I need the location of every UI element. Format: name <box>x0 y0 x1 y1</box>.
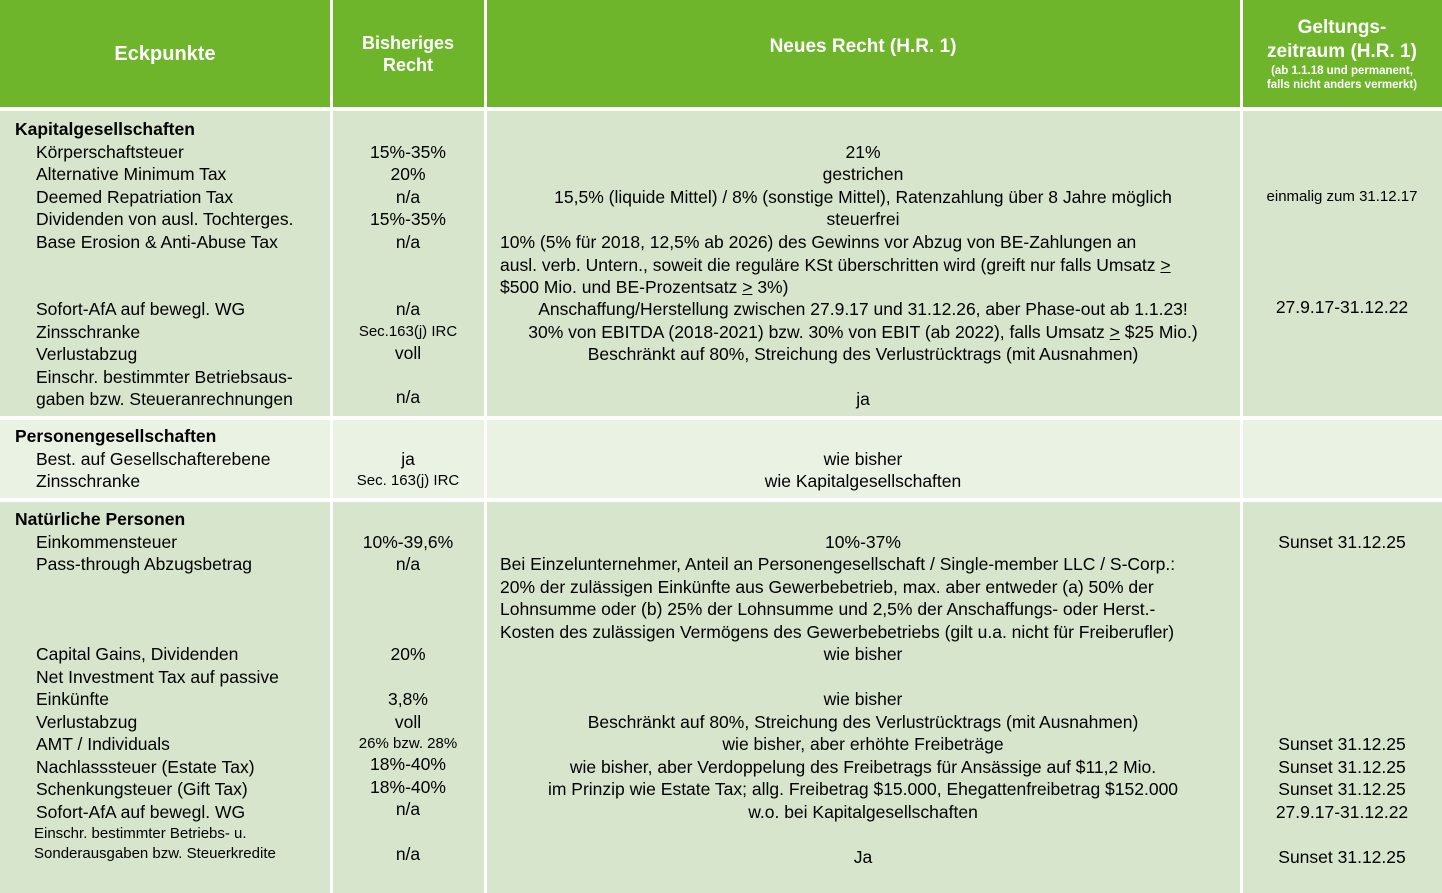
row-label: Einschr. bestimmter Betriebsaus- <box>36 367 293 387</box>
old-law-value: Sec.163(j) IRC <box>358 323 458 340</box>
row-label: Best. auf Gesellschafterebene <box>36 449 271 469</box>
old-law-value: n/a <box>395 299 421 319</box>
row-divider <box>0 107 1442 111</box>
old-law-value: ja <box>401 449 415 469</box>
row-label: Base Erosion & Anti-Abuse Tax <box>36 232 278 252</box>
new-law-value: 10% (5% für 2018, 12,5% ab 2026) des Gewinns vor Abzug von BE-Zahlungen an <box>500 232 1137 252</box>
new-law-value: wie bisher, aber erhöhte Freibeträge <box>722 734 1004 754</box>
old-law-value: 18%-40% <box>370 777 446 797</box>
text-fragment: $500 Mio. und BE-Prozentsatz <box>500 277 743 297</box>
old-law-value: n/a <box>395 844 421 864</box>
new-law-value: 21% <box>845 142 881 162</box>
period-value: Sunset 31.12.25 <box>1278 532 1406 552</box>
row-label: Capital Gains, Dividenden <box>36 644 239 664</box>
row-label: Zinsschranke <box>36 471 141 491</box>
text-fragment: 30% von EBITDA (2018-2021) bzw. 30% von EBIT (ab 2022), falls Umsatz <box>528 322 1110 342</box>
old-law-value: voll <box>394 343 422 363</box>
new-law-value: wie bisher <box>823 689 903 709</box>
period-value: Sunset 31.12.25 <box>1278 734 1406 754</box>
new-law-value: Beschränkt auf 80%, Streichung des Verlustrücktrags (mit Ausnahmen) <box>587 344 1139 364</box>
period-value: Sunset 31.12.25 <box>1278 757 1406 777</box>
header-bisheriges-line1: Bisheriges <box>361 33 455 53</box>
period-value: 27.9.17-31.12.22 <box>1275 297 1409 317</box>
header-eckpunkte-label: Eckpunkte <box>114 42 216 65</box>
row-label: Nachlasssteuer (Estate Tax) <box>36 757 255 777</box>
row-label: gaben bzw. Steueranrechnungen <box>36 389 293 409</box>
new-law-value: wie bisher <box>823 644 903 664</box>
old-law-value: n/a <box>395 554 421 574</box>
old-law-value: 3,8% <box>388 689 428 709</box>
row-label: Einkommensteuer <box>36 532 178 552</box>
old-law-value: n/a <box>395 387 421 407</box>
old-law-value: 26% bzw. 28% <box>358 735 458 752</box>
header-geltung-line1: Geltungs- <box>1297 17 1387 38</box>
text-fragment: $25 Mio.) <box>1119 322 1198 342</box>
new-law-value: Kosten des zulässigen Vermögens des Gewerbebetriebs (gilt u.a. nicht für Freiberufler) <box>500 622 1175 642</box>
row-label: AMT / Individuals <box>36 734 170 754</box>
new-law-value: Anschaffung/Herstellung zwischen 27.9.17 und 31.12.26, aber Phase-out ab 1.1.23! <box>538 299 1188 319</box>
new-law-value: im Prinzip wie Estate Tax; allg. Freibetrag $15.000, Ehegattenfreibetrag $152.000 <box>547 779 1179 799</box>
new-law-value: w.o. bei Kapitalgesellschaften <box>748 802 978 822</box>
header-geltungszeitraum <box>1242 0 1442 108</box>
row-label: Sofort-AfA auf bewegl. WG <box>36 802 246 822</box>
new-law-value <box>500 276 788 298</box>
new-law-value: wie bisher, aber Verdoppelung des Freibetrags für Ansässige auf $11,2 Mio. <box>569 757 1157 777</box>
gte-symbol: > <box>742 277 753 297</box>
header-geltung-note1: (ab 1.1.18 und permanent, <box>1271 65 1413 77</box>
section-title: Personengesellschaften <box>15 426 217 446</box>
row-label: Einkünfte <box>36 689 109 709</box>
new-law-value <box>500 254 1171 276</box>
gte-symbol: > <box>1160 255 1171 275</box>
row-label: Verlustabzug <box>36 344 138 364</box>
row-divider <box>0 416 1442 420</box>
row-label: Schenkungsteuer (Gift Tax) <box>36 779 248 799</box>
gte-symbol: > <box>1109 322 1120 342</box>
row-label: Alternative Minimum Tax <box>36 164 227 184</box>
header-bisheriges-line2: Recht <box>382 55 433 75</box>
old-law-value: Sec. 163(j) IRC <box>356 472 460 489</box>
row-label: Dividenden von ausl. Tochterges. <box>36 209 294 229</box>
row-label: Pass-through Abzugsbetrag <box>36 554 252 574</box>
new-law-value: 20% der zulässigen Einkünfte aus Gewerbebetrieb, max. aber entweder (a) 50% der <box>500 577 1154 597</box>
new-law-value: wie bisher <box>823 449 903 469</box>
old-law-value: n/a <box>395 799 421 819</box>
row-label: Sofort-AfA auf bewegl. WG <box>36 299 246 319</box>
new-law-value <box>486 321 1240 343</box>
new-law-value: Bei Einzelunternehmer, Anteil an Personengesellschaft / Single-member LLC / S-Corp.: <box>500 554 1176 574</box>
new-law-value: wie Kapitalgesellschaften <box>764 471 962 491</box>
period-value: einmalig zum 31.12.17 <box>1266 188 1418 205</box>
text-fragment: ausl. verb. Untern., soweit die reguläre KSt überschritten wird (greift nur falls Umsatz <box>500 255 1161 275</box>
row-label: Net Investment Tax auf passive <box>36 667 279 687</box>
header-bisheriges-recht <box>332 0 484 108</box>
new-law-value: 15,5% (liquide Mittel) / 8% (sonstige Mittel), Ratenzahlung über 8 Jahre möglich <box>554 187 1172 207</box>
section-title: Kapitalgesellschaften <box>15 119 195 139</box>
old-law-value: 15%-35% <box>370 209 446 229</box>
header-neues-recht <box>486 0 1240 108</box>
row-label: Deemed Repatriation Tax <box>36 187 234 207</box>
header-geltung-line2: zeitraum (H.R. 1) <box>1267 41 1417 62</box>
new-law-value: Lohnsumme oder (b) 25% der Lohnsumme und 2,5% der Anschaffungs- oder Herst.- <box>500 599 1156 619</box>
row-label: Sonderausgaben bzw. Steuerkredite <box>34 845 276 862</box>
old-law-value: 18%-40% <box>370 754 446 774</box>
old-law-value: voll <box>394 712 422 732</box>
new-law-value: Beschränkt auf 80%, Streichung des Verlustrücktrags (mit Ausnahmen) <box>587 712 1139 732</box>
row-label: Einschr. bestimmter Betriebs- u. <box>34 825 247 842</box>
row-label: Körperschaftsteuer <box>36 142 184 162</box>
old-law-value: 15%-35% <box>370 142 446 162</box>
period-value: Sunset 31.12.25 <box>1278 847 1406 867</box>
row-divider <box>0 498 1442 502</box>
period-value: Sunset 31.12.25 <box>1278 779 1406 799</box>
new-law-value: gestrichen <box>822 164 904 184</box>
old-law-value: 20% <box>390 164 426 184</box>
header-neues-recht-label: Neues Recht (H.R. 1) <box>769 36 957 57</box>
header-geltung-note2: falls nicht anders vermerkt) <box>1266 79 1418 91</box>
section-title: Natürliche Personen <box>15 509 186 529</box>
new-law-value: 10%-37% <box>825 532 901 552</box>
row-label: Zinsschranke <box>36 322 141 342</box>
old-law-value: n/a <box>395 187 421 207</box>
old-law-value: 10%-39,6% <box>362 532 454 552</box>
text-fragment: 3%) <box>752 277 789 297</box>
new-law-value: Ja <box>853 847 873 867</box>
period-value: 27.9.17-31.12.22 <box>1275 802 1409 822</box>
new-law-value: ja <box>856 389 870 409</box>
row-label: Verlustabzug <box>36 712 138 732</box>
old-law-value: n/a <box>395 232 421 252</box>
old-law-value: 20% <box>390 644 426 664</box>
header-eckpunkte <box>0 0 330 108</box>
new-law-value: steuerfrei <box>826 209 900 229</box>
